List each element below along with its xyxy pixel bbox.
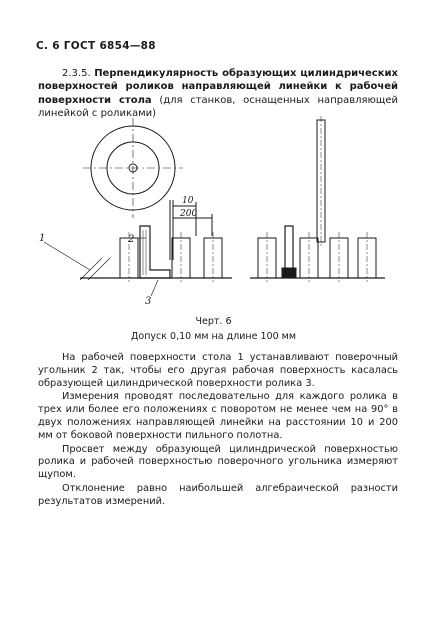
paragraph: Отклонение равно наибольшей алгебраической разности результатов измерений.	[38, 482, 398, 507]
figure-caption: Черт. 6	[195, 316, 232, 327]
roller-group-left	[120, 232, 222, 282]
page-header: С. 6 ГОСТ 6854—88	[36, 40, 156, 52]
figure-tolerance: Допуск 0,10 мм на длине 100 мм	[130, 331, 296, 342]
saw-blade-right	[317, 116, 325, 246]
clause-note: (для станков, оснащенных направляющей линейкой с роликами)	[38, 94, 398, 119]
dimension-10: 10	[182, 196, 194, 206]
clause-title: Перпендикулярность образующих цилиндрических поверхностей роликов направляющей линейки к рабочей поверхности стола	[38, 68, 398, 106]
paragraph: На рабочей поверхности стола 1 устанавливают поверочный угольник 2 так, чтобы его другая рабочая поверхность касалась образующей цилиндрической поверхности ролика 3.	[38, 352, 398, 389]
saw-wheel	[83, 118, 183, 218]
body-text	[38, 352, 398, 510]
clause-number: 2.3.5.	[62, 68, 91, 79]
paragraph: Измерения проводят последовательно для каждого ролика в трех или более его положениях с поворотом не менее чем на 90° в двух положениях направляющей линейки на расстоянии 10 и 200 мм от боковой поверхности пильного полотна.	[38, 391, 398, 441]
check-square-right	[285, 226, 293, 274]
paragraph: Просвет между образующей цилиндрической поверхностью ролика и рабочей поверхностью поверочного угольника измеряют щупом.	[38, 443, 398, 481]
check-square	[140, 226, 170, 278]
label-roller: 3	[145, 296, 152, 307]
dimension-200: 200	[180, 209, 198, 219]
label-table: 1	[39, 233, 46, 244]
label-square: 2	[128, 234, 135, 245]
